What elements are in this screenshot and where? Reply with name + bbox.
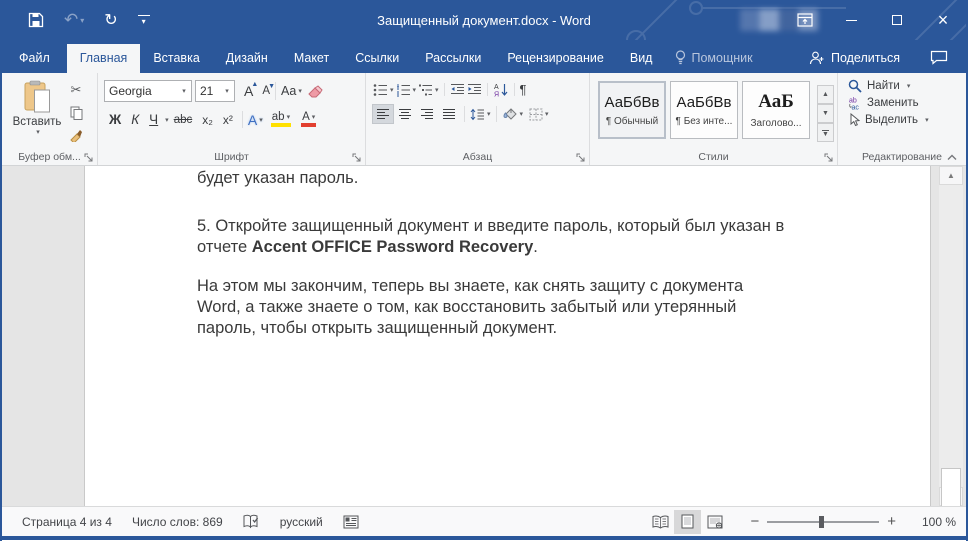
highlight-caret-icon: ▾: [286, 114, 291, 121]
underline-button[interactable]: [144, 109, 163, 130]
comments-button[interactable]: [912, 43, 966, 73]
styles-scroll-up-button[interactable]: [817, 85, 834, 104]
status-bar: [2, 506, 966, 536]
paragraph-gap: [197, 189, 826, 216]
down-arrow-icon: ▼: [822, 110, 829, 117]
undo-button[interactable]: [64, 10, 84, 30]
paste-clipboard-icon: [24, 80, 51, 113]
align-right-button[interactable]: [416, 104, 438, 124]
bullets-button[interactable]: [372, 82, 395, 98]
paragraph-group-label: Абзац: [462, 151, 493, 163]
lightbulb-icon: [675, 50, 686, 65]
underline-caret-icon[interactable]: ▾: [165, 116, 169, 124]
paste-label: Вставить: [12, 116, 62, 128]
line-spacing-caret-icon: ▾: [487, 111, 491, 118]
tab-insert[interactable]: Вставка: [153, 51, 200, 65]
styles-scroll-down-button[interactable]: [817, 104, 834, 123]
paragraph-dialog-launcher[interactable]: [576, 153, 586, 163]
underline-icon: Ч: [149, 112, 159, 127]
numbering-caret-icon: ▾: [412, 86, 417, 94]
font-color-bar: [301, 123, 316, 127]
shrink-font-tip-icon: ▼: [268, 83, 276, 90]
close-button[interactable]: [920, 0, 966, 40]
paragraph: [197, 276, 826, 339]
zoom-control: [742, 513, 956, 530]
language-indicator[interactable]: русский: [279, 514, 323, 529]
zoom-slider-track[interactable]: [767, 521, 879, 523]
text-line: пароль, чтобы открыть защищенный документ.: [197, 319, 558, 337]
superscript-button[interactable]: [218, 110, 238, 130]
save-button[interactable]: [28, 12, 44, 28]
decrease-indent-icon: [450, 83, 465, 96]
select-label: Выделить: [865, 114, 919, 126]
print-layout-button[interactable]: [674, 510, 701, 534]
zoom-slider-handle[interactable]: [819, 516, 824, 528]
font-size-value: 21: [200, 84, 214, 98]
quick-access-toolbar: [2, 10, 150, 30]
justify-icon: [442, 108, 456, 120]
undo-caret-icon[interactable]: ▾: [80, 15, 85, 25]
shading-button[interactable]: [501, 107, 525, 122]
sort-icon: [493, 83, 509, 97]
find-button[interactable]: [848, 79, 966, 93]
numbering-button[interactable]: [395, 82, 418, 98]
style-name: ¶ Без инте...: [675, 115, 733, 127]
highlight-color-bar: [271, 123, 291, 127]
change-case-icon: Aa: [281, 84, 297, 98]
save-icon: [28, 12, 44, 28]
collapse-ribbon-button[interactable]: [946, 153, 958, 161]
multilevel-list-button[interactable]: [417, 82, 440, 98]
change-case-button[interactable]: [280, 83, 303, 99]
group-editing: [838, 73, 966, 165]
subscript-button[interactable]: [197, 110, 218, 130]
pilcrow-icon: ¶: [519, 82, 527, 97]
web-layout-icon: [707, 515, 723, 529]
share-button[interactable]: [797, 44, 912, 73]
multilevel-caret-icon: ▾: [435, 86, 439, 94]
style-normal[interactable]: [598, 81, 666, 139]
down-arrow-icon: ▼: [822, 130, 829, 138]
grow-font-tip-icon: ▲: [251, 81, 259, 88]
separator: [242, 111, 243, 128]
show-marks-button[interactable]: [519, 81, 528, 98]
print-layout-icon: [681, 514, 694, 529]
tell-me-assistant[interactable]: [665, 43, 762, 73]
tab-mailings[interactable]: Рассылки: [425, 51, 482, 65]
paste-caret-icon: ▾: [36, 129, 40, 136]
customize-qat-icon: ▾: [138, 15, 150, 26]
read-mode-button[interactable]: [647, 510, 674, 534]
separator: [514, 83, 515, 96]
redo-icon: ↻: [104, 12, 118, 29]
replace-button[interactable]: [848, 96, 966, 110]
grow-font-button[interactable]: [243, 81, 259, 100]
zoom-out-button[interactable]: −: [750, 513, 760, 530]
maximize-button[interactable]: [874, 0, 920, 40]
bold-button[interactable]: [104, 109, 126, 130]
copy-icon: [70, 106, 83, 120]
document-text: [85, 166, 930, 339]
styles-gallery-more-button[interactable]: [817, 123, 834, 142]
format-painter-icon: [69, 128, 83, 142]
text-line: Word, а также знаете о том, как восстановить забытый или утерянный: [197, 298, 737, 316]
style-heading1[interactable]: [742, 81, 810, 139]
line-spacing-button[interactable]: [469, 107, 492, 122]
separator: [444, 83, 445, 96]
strikethrough-button[interactable]: [169, 111, 198, 129]
find-magnifier-icon: [848, 79, 862, 93]
line-spacing-icon: [470, 108, 485, 121]
bullets-caret-icon: ▾: [390, 86, 394, 94]
multilevel-list-icon: [418, 83, 433, 97]
separator: [464, 106, 465, 122]
up-arrow-icon: ▲: [822, 91, 829, 98]
align-center-button[interactable]: [394, 104, 416, 124]
style-preview: АаБбВв: [676, 93, 732, 111]
shading-caret-icon: ▾: [519, 111, 524, 118]
scrollbar-thumb[interactable]: [941, 468, 961, 506]
group-styles: [590, 73, 838, 165]
dialog-launcher-icon: [824, 153, 834, 163]
text-effects-icon: А: [247, 111, 258, 128]
font-color-button[interactable]: [298, 110, 319, 129]
tab-layout[interactable]: Макет: [293, 51, 330, 65]
bullets-icon: [373, 83, 388, 97]
input-mode-indicator[interactable]: [343, 515, 359, 529]
select-caret-icon: ▾: [925, 117, 929, 124]
svg-text:ac: ac: [851, 104, 859, 110]
page-indicator[interactable]: Страница 4 из 4: [22, 514, 112, 529]
tab-file[interactable]: Файл: [19, 51, 50, 65]
shrink-font-icon: A: [262, 85, 271, 97]
highlight-color-button[interactable]: [268, 110, 294, 129]
scroll-up-button[interactable]: [939, 166, 963, 185]
chevron-up-icon: [946, 153, 958, 161]
web-layout-button[interactable]: [701, 510, 728, 534]
clear-formatting-button[interactable]: [307, 84, 324, 99]
assistant-label: Помощник: [691, 50, 753, 65]
font-color-caret-icon: ▾: [311, 114, 316, 121]
ribbon: [2, 73, 966, 166]
customize-qat-button[interactable]: [138, 15, 150, 26]
zoom-percentage[interactable]: 100 %: [921, 514, 956, 529]
shrink-font-button[interactable]: [261, 83, 276, 98]
share-person-icon: [809, 51, 825, 65]
borders-icon: [529, 108, 543, 121]
title-bar: [2, 0, 966, 40]
proofing-book-icon: [243, 514, 260, 529]
font-family-caret-icon: ▾: [182, 88, 186, 95]
separator: [496, 106, 497, 122]
styles-group-label: Стили: [698, 151, 729, 163]
format-painter-button[interactable]: [68, 127, 84, 143]
word-count[interactable]: Число слов: 869: [131, 514, 223, 529]
window-controls: [782, 0, 966, 40]
find-label: Найти: [867, 80, 900, 92]
font-size-caret-icon: ▾: [225, 88, 229, 95]
select-arrow-icon: [848, 113, 860, 127]
find-caret-icon: ▾: [906, 83, 911, 90]
ribbon-display-options-button[interactable]: [782, 0, 828, 40]
subscript-icon: x₂: [202, 112, 213, 127]
style-preview: АаБбВв: [604, 93, 660, 111]
text-effects-caret-icon: ▾: [259, 116, 263, 124]
clipboard-group-label: Буфер обм...: [18, 151, 81, 163]
svg-text:Я: Я: [493, 91, 499, 97]
keyboard-icon: [343, 515, 359, 529]
undo-icon: ↶: [64, 10, 79, 29]
style-name: Заголово...: [750, 118, 802, 129]
copy-button[interactable]: [68, 105, 84, 121]
vertical-scrollbar[interactable]: [939, 166, 963, 506]
group-clipboard: [2, 73, 98, 165]
italic-button[interactable]: [126, 109, 144, 130]
eraser-icon: [308, 85, 323, 98]
tab-design[interactable]: Дизайн: [225, 51, 268, 65]
borders-button[interactable]: [528, 107, 550, 122]
style-no-spacing[interactable]: [670, 81, 738, 139]
bold-icon: Ж: [109, 112, 122, 127]
ribbon-display-options-icon: [797, 13, 813, 27]
superscript-icon: x²: [222, 112, 233, 127]
align-right-icon: [420, 108, 434, 120]
align-left-button[interactable]: [372, 104, 394, 124]
minimize-icon: [846, 20, 857, 21]
cut-button[interactable]: [68, 81, 84, 99]
window-bottom-edge: [2, 536, 966, 540]
paste-button[interactable]: [10, 80, 64, 143]
editing-group-label: Редактирование: [862, 151, 942, 163]
grow-font-icon: A: [244, 83, 254, 99]
close-icon: ×: [937, 10, 949, 30]
select-button[interactable]: [848, 113, 966, 127]
font-family-value: Georgia: [109, 84, 152, 98]
sort-button[interactable]: [492, 82, 510, 98]
highlight-icon: ab: [271, 111, 285, 123]
increase-indent-icon: [467, 83, 482, 96]
align-center-icon: [398, 108, 412, 120]
decrease-indent-button[interactable]: [449, 82, 466, 97]
text-run: .: [533, 238, 538, 256]
italic-icon: К: [131, 112, 140, 127]
paragraph: [197, 216, 826, 258]
shading-bucket-icon: [502, 108, 518, 121]
redo-button[interactable]: [104, 10, 117, 30]
window-title: Защищенный документ.docx - Word: [377, 12, 591, 28]
text-run: отчете: [197, 238, 252, 256]
font-family-combo[interactable]: [104, 80, 192, 102]
up-arrow-icon: ▲: [947, 171, 955, 180]
borders-caret-icon: ▾: [545, 111, 549, 118]
paragraph-gap: [197, 258, 826, 276]
read-mode-icon: [652, 515, 669, 529]
tab-review[interactable]: Рецензирование: [507, 51, 604, 65]
dialog-launcher-icon: [84, 153, 94, 163]
text-line: 5. Откройте защищенный документ и введите пароль, который был указан в: [197, 217, 785, 235]
tab-references[interactable]: Ссылки: [355, 51, 400, 65]
text-run-bold: Accent OFFICE Password Recovery: [251, 238, 534, 256]
scrollbar-track[interactable]: [939, 185, 963, 487]
style-name: ¶ Обычный: [605, 115, 659, 127]
ribbon-tab-row: [2, 40, 966, 73]
text-line: [197, 237, 826, 258]
dialog-launcher-icon: [352, 153, 362, 163]
svg-text:А: А: [493, 83, 499, 91]
strikethrough-icon: abc: [173, 113, 193, 126]
text-effects-button[interactable]: [247, 111, 264, 129]
maximize-icon: [892, 15, 902, 25]
increase-indent-button[interactable]: [466, 82, 483, 97]
comment-icon: [930, 50, 948, 65]
styles-gallery-scroll: [817, 85, 834, 142]
replace-icon: [848, 96, 862, 110]
cut-icon: ✂: [70, 82, 82, 97]
font-color-icon: А: [302, 111, 310, 123]
zoom-in-button[interactable]: +: [887, 513, 896, 530]
styles-dialog-launcher[interactable]: [824, 153, 834, 163]
document-page[interactable]: [84, 166, 931, 506]
font-size-combo[interactable]: [195, 80, 235, 102]
separator: [275, 82, 276, 100]
group-paragraph: [366, 73, 590, 165]
numbering-icon: [396, 83, 411, 97]
tab-home[interactable]: Главная: [67, 44, 141, 73]
paragraph: будет указан пароль.: [197, 169, 359, 187]
dialog-launcher-icon: [576, 153, 586, 163]
font-dialog-launcher[interactable]: [352, 153, 362, 163]
document-canvas: [2, 166, 966, 506]
text-line: На этом мы закончим, теперь вы знаете, как снять защиту с документа: [197, 277, 744, 295]
change-case-caret-icon: ▾: [298, 88, 302, 95]
proofing-status[interactable]: [243, 514, 260, 529]
replace-label: Заменить: [867, 97, 919, 109]
clipboard-dialog-launcher[interactable]: [84, 153, 94, 163]
justify-button[interactable]: [438, 104, 460, 124]
minimize-button[interactable]: [828, 0, 874, 40]
style-preview: АаБ: [758, 91, 794, 112]
separator: [487, 83, 488, 96]
svg-text:ab: ab: [849, 97, 857, 105]
align-left-icon: [376, 108, 390, 120]
group-font: [98, 73, 366, 165]
tab-view[interactable]: Вид: [629, 51, 653, 65]
font-group-label: Шрифт: [214, 151, 249, 163]
share-label: Поделиться: [830, 51, 900, 65]
